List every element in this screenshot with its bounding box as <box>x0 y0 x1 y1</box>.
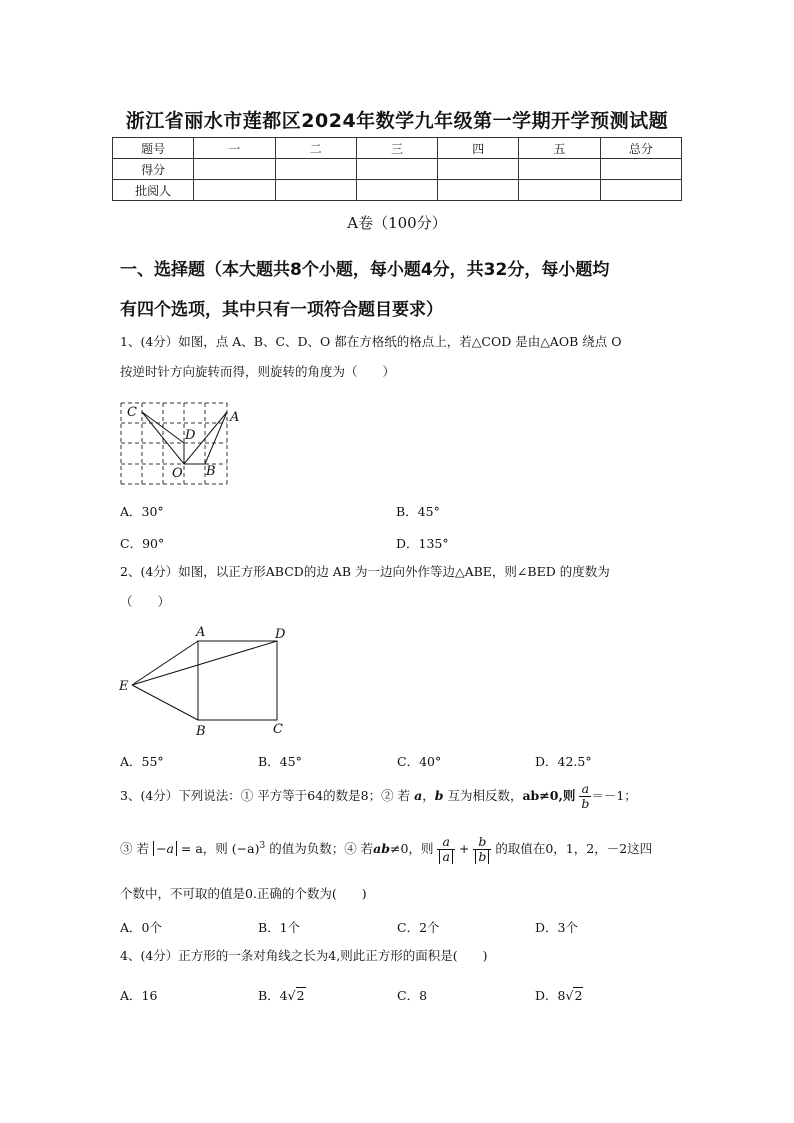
paper-label: A卷（100分） <box>347 214 447 232</box>
q3-text: ab≠0,则 <box>522 788 576 803</box>
sqrt-radicand: 2 <box>574 988 583 1003</box>
q2-option-a[interactable]: A．55° <box>120 754 164 769</box>
q3-option-b[interactable]: B．1个 <box>258 920 301 935</box>
label-d: D <box>185 428 196 443</box>
score-cell <box>519 159 600 180</box>
power-base: (−a) <box>231 841 260 857</box>
row-label: 批阅人 <box>113 180 194 201</box>
label-o: O <box>172 466 183 481</box>
denominator <box>473 850 491 864</box>
row-label: 得分 <box>113 159 194 180</box>
q3-option-d[interactable]: D．3个 <box>535 920 578 935</box>
numerator: b <box>473 835 491 850</box>
square-and-triangle <box>132 641 277 720</box>
q2-option-c[interactable]: C．40° <box>397 754 442 769</box>
label-b: B <box>196 724 206 739</box>
score-cell <box>194 180 275 201</box>
q1-figure <box>118 398 248 490</box>
numerator: a <box>437 835 454 850</box>
fraction-b-over-abs-b <box>473 835 491 864</box>
score-cell <box>194 159 275 180</box>
section-heading-line2: 有四个选项，其中只有一项符合题目要求） <box>120 300 443 320</box>
section-heading-line1: 一、选择题（本大题共8个小题，每小题4分，共32分，每小题均 <box>120 260 610 280</box>
abs-a: a <box>439 849 452 864</box>
q1-stem-line1: 1、(4分）如图，点 A、B、C、D、O 都在方格纸的格点上，若△COD 是由△AOB 绕点 O <box>120 334 622 349</box>
q1-option-d[interactable]: D．135° <box>396 536 449 551</box>
q3-option-a[interactable]: A．0个 <box>120 920 162 935</box>
fraction-a-over-abs-a <box>437 835 454 864</box>
plus-sign: + <box>458 841 470 857</box>
power-exponent: 3 <box>259 841 266 851</box>
q1-option-b[interactable]: B．45° <box>396 504 440 519</box>
header-cell: 题号 <box>113 138 194 159</box>
header-cell: 一 <box>194 138 275 159</box>
numerator: a <box>579 782 591 797</box>
q3-stem-line3: 个数中，不可取的值是0.正确的个数为( ) <box>120 886 367 901</box>
score-table-header-row <box>113 138 682 159</box>
fraction-a-over-b <box>579 782 591 811</box>
q2-stem-line1: 2、(4分）如图，以正方形ABCD的边 AB 为一边向外作等边△ABE，则∠BED 的度数为 <box>120 564 610 579</box>
q3-stem-line1 <box>120 782 680 811</box>
absolute-value: −a <box>153 841 177 856</box>
q3-text: = a，则 <box>180 841 228 857</box>
q4-option-d[interactable]: D．8√2 <box>535 988 583 1003</box>
q3-option-c[interactable]: C．2个 <box>397 920 440 935</box>
option-text: B．4 <box>258 988 288 1003</box>
denominator: b <box>581 796 590 811</box>
q3-text: ， <box>422 788 435 803</box>
q2-option-d[interactable]: D．42.5° <box>535 754 592 769</box>
q2-option-b[interactable]: B．45° <box>258 754 302 769</box>
score-cell <box>275 159 356 180</box>
option-text: D．8 <box>535 988 566 1003</box>
q2-stem-line2: （ ） <box>120 594 171 609</box>
score-cell <box>356 180 437 201</box>
reviewer-row <box>113 180 682 201</box>
q3-stem-line2 <box>120 832 680 864</box>
q3-text: 的值为负数；④ 若 <box>269 841 374 857</box>
q1-option-a[interactable]: A．30° <box>120 504 164 519</box>
q4-option-a[interactable]: A．16 <box>120 988 158 1003</box>
q3-text: ≠0，则 <box>390 841 434 857</box>
label-c: C <box>273 722 283 737</box>
abs-b: b <box>475 849 489 864</box>
score-table <box>112 137 682 201</box>
denominator <box>437 850 454 864</box>
q3-text: 3、(4分）下列说法：① 平方等于64的数是8；② 若 <box>120 788 411 803</box>
q1-option-c[interactable]: C．90° <box>120 536 165 551</box>
q4-option-b[interactable]: B．4√2 <box>258 988 305 1003</box>
var-b: b <box>434 788 444 803</box>
score-cell <box>356 159 437 180</box>
label-d: D <box>275 627 286 642</box>
sqrt-radicand: 2 <box>296 988 305 1003</box>
header-cell: 五 <box>519 138 600 159</box>
score-cell <box>275 180 356 201</box>
score-cell <box>600 180 681 201</box>
var-ab: ab <box>373 841 391 857</box>
score-cell <box>438 159 519 180</box>
q1-stem-line2: 按逆时针方向旋转而得，则旋转的角度为（ ） <box>120 364 396 379</box>
q3-text: ＝－1； <box>591 788 637 803</box>
q3-text: 的取值在0，1，2，－2这四 <box>495 841 653 857</box>
score-row <box>113 159 682 180</box>
header-cell: 二 <box>275 138 356 159</box>
q3-text: ③ 若 <box>120 841 149 857</box>
score-cell <box>519 180 600 201</box>
header-cell: 三 <box>356 138 437 159</box>
label-a: A <box>230 410 240 425</box>
score-cell <box>600 159 681 180</box>
var-a: a <box>414 788 423 803</box>
label-c: C <box>127 405 137 420</box>
label-a: A <box>196 625 206 640</box>
q4-option-c[interactable]: C．8 <box>397 988 428 1003</box>
q3-text: 互为相反数， <box>447 788 523 803</box>
exam-title: 浙江省丽水市莲都区2024年数学九年级第一学期开学预测试题 <box>125 110 669 132</box>
q2-figure <box>112 622 302 742</box>
header-cell: 总分 <box>600 138 681 159</box>
label-b: B <box>206 464 216 479</box>
header-cell: 四 <box>438 138 519 159</box>
q4-stem: 4、(4分）正方形的一条对角线之长为4,则此正方形的面积是( ) <box>120 948 488 963</box>
score-cell <box>438 180 519 201</box>
label-e: E <box>119 679 129 694</box>
